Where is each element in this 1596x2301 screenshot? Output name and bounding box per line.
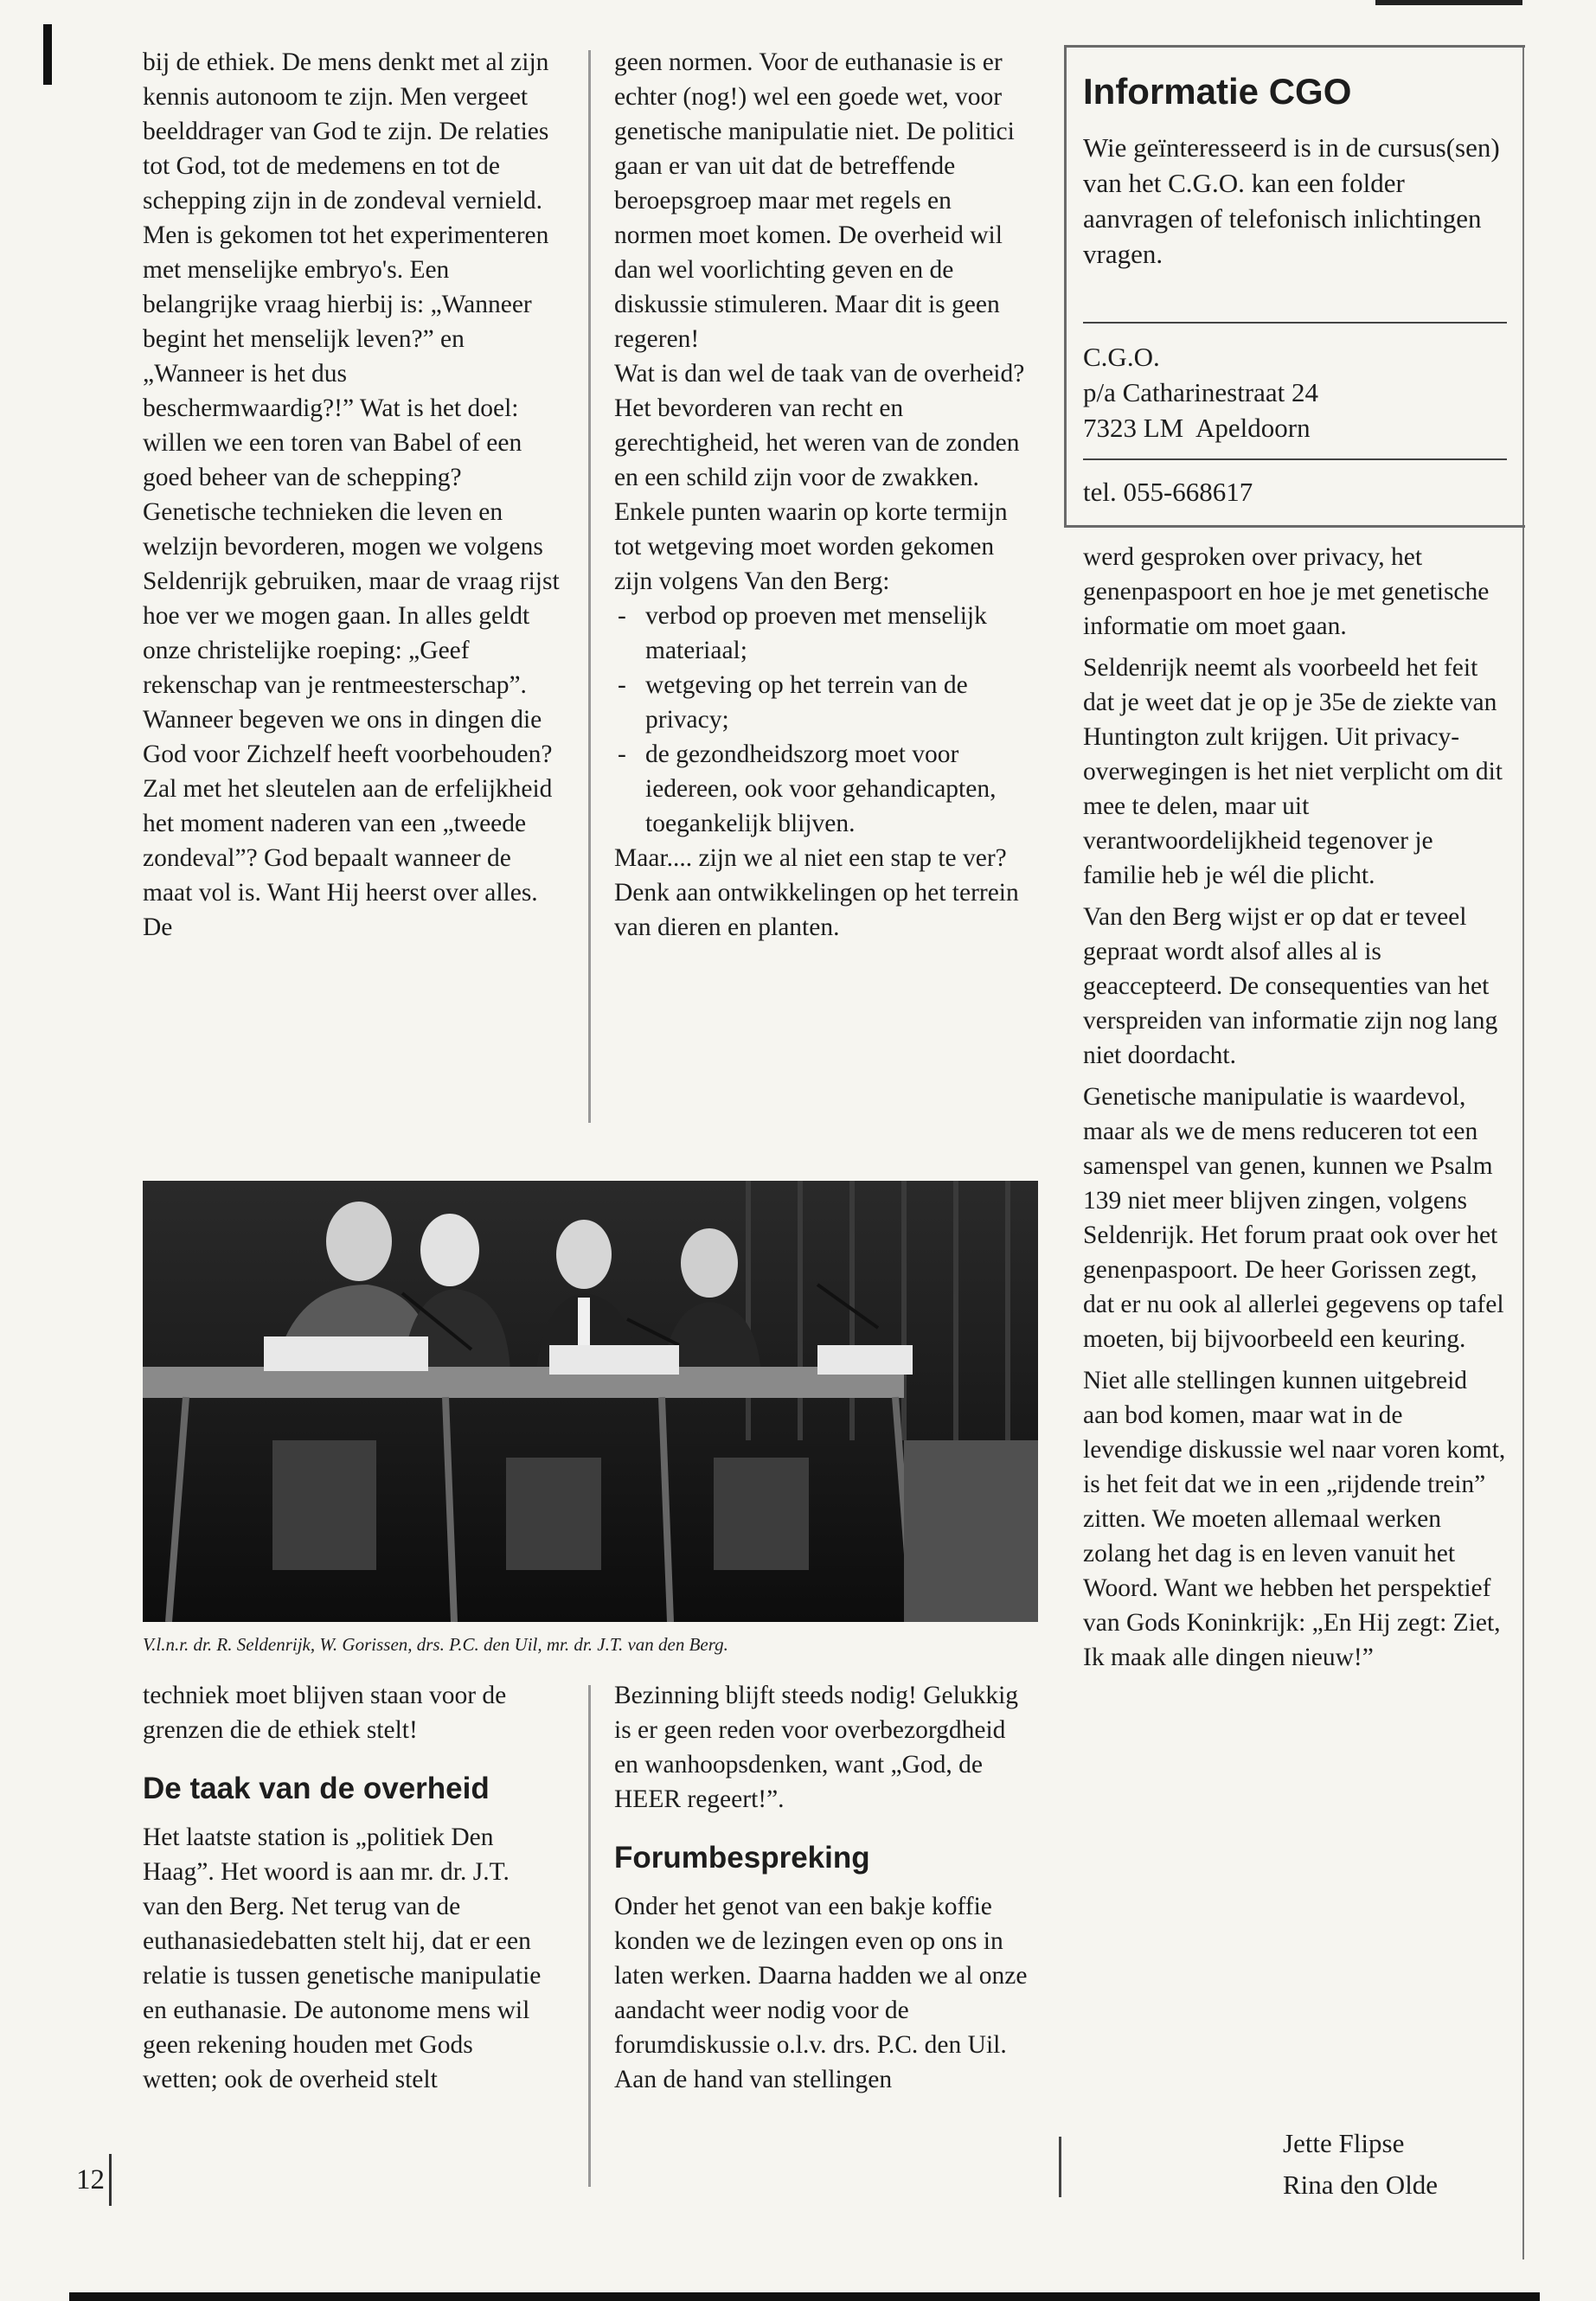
section-heading: Forumbespreking <box>614 1841 870 1875</box>
forum-photo <box>143 1181 1038 1622</box>
author-name: Rina den Olde <box>1283 2170 1439 2200</box>
body-paragraph: Het laatste station is „politiek Den Haag”. Het woord is aan mr. dr. J.T. van den Berg. Net terug van de euthanasiedebatten stelt hij, dat er een relatie is tussen genetische manipulatie en euthanasie. De autonome mens wil geen rekening houden met Gods wetten; ook de overheid stelt <box>143 1823 542 2093</box>
body-paragraph: Wat is dan wel de taak van de overheid? Het bevorderen van recht en gerechtigheid, het weren van de zonden en een schild zijn voor de zwakken. Enkele punten waarin op korte termijn tot wetgeving moet worden gekomen zijn volgens Van den Berg: <box>614 360 1025 595</box>
column-divider <box>588 1685 591 2187</box>
body-paragraph: werd gesproken over privacy, het genenpaspoort en hoe je met genetische informatie om moet gaan. <box>1083 543 1490 640</box>
page-number-rule <box>109 2154 112 2206</box>
body-paragraph: Aan de hand van stellingen <box>614 2066 893 2093</box>
info-address-line: 7323 LM Apeldoorn <box>1083 413 1311 443</box>
forum-photo-illustration <box>143 1181 1038 1622</box>
table-top <box>143 1367 904 1398</box>
legislation-list <box>614 599 1029 841</box>
column-1-top <box>143 45 562 945</box>
info-address-line: p/a Catharinestraat 24 <box>1083 377 1319 407</box>
body-paragraph: Niet alle stellingen kunnen uitgebreid aan bod komen, maar wat in de levendige diskussie wel naar voren komt, is het feit dat we in een „rijdende trein” zitten. We moeten allemaal werken zolang het dag is en leven vanuit het Woord. Want we hebben het perspektief van Gods Koninkrijk: „En Hij zegt: Ziet, Ik maak alle dingen nieuw!” <box>1083 1367 1506 1671</box>
info-divider <box>1083 458 1507 460</box>
body-paragraph: Seldenrijk neemt als voorbeeld het feit dat je weet dat je op je 35e de ziekte van Huntington zult krijgen. Uit privacy-overwegingen is het niet verplicht om dit mee te delen, maar uit verantwoordelijkheid tegenover je familie heb je wél die plicht. <box>1083 654 1503 889</box>
stage-floor <box>904 1440 1038 1622</box>
body-paragraph: techniek moet blijven staan voor de grenzen die de ethiek stelt! <box>143 1682 507 1744</box>
left-edge-mark <box>43 24 52 85</box>
photo-caption: V.l.n.r. dr. R. Seldenrijk, W. Gorissen, drs. P.C. den Uil, mr. dr. J.T. van den Berg. <box>143 1634 728 1655</box>
bottom-edge-rule <box>69 2292 1540 2301</box>
body-paragraph: Bezinning blijft steeds nodig! Gelukkig is er geen reden voor overbezorgdheid en wanhoopsdenken, want „God, de HEER regeert!”. <box>614 1682 1019 1813</box>
author-signature <box>1283 2123 1438 2206</box>
column-1-bottom <box>143 1678 549 2097</box>
page-number: 12 <box>76 2164 105 2195</box>
info-address-line: C.G.O. <box>1083 342 1160 372</box>
list-item: - verbod op proeven met menselijk materiaal; <box>614 599 1029 668</box>
section-heading: De taak van de overheid <box>143 1772 490 1805</box>
body-paragraph: bij de ethiek. De mens denkt met al zijn kennis autonoom te zijn. Men vergeet beelddrager van God te zijn. De relaties tot God, tot de medemens en tot de schepping zijn in de zondeval vernield. Men is gekomen tot het experimenteren met menselijke embryo's. Een belangrijke vraag hierbij is: „Wanneer begint het menselijk leven?” en „Wanneer is het dus beschermwaardig?!” Wat is het doel: willen we een toren van Babel of een goed beheer van de schepping? Genetische technieken die leven en welzijn bevorderen, mogen we volgens Seldenrijk gebruiken, maar de vraag rijst hoe ver we mogen gaan. In alles geldt onze christelijke roeping: „Geef rekenschap van je rentmeesterschap”. Wanneer begeven we ons in dingen die God voor Zichzelf heeft voorbehouden? Zal met het sleutelen aan de erfelijkheid het moment naderen van een „tweede zondeval”? God bepaalt wanneer de maat vol is. Want Hij heerst over alles. De <box>143 48 560 941</box>
chairs <box>272 1440 809 1570</box>
body-paragraph: Van den Berg wijst er op dat er teveel gepraat wordt alsof alles al is geaccepteerd. De consequenties van het verspreiden van informatie zijn nog lang niet doordacht. <box>1083 903 1498 1069</box>
column-divider <box>588 50 591 1123</box>
author-name: Jette Flipse <box>1283 2128 1405 2158</box>
body-paragraph: Onder het genot van een bakje koffie konden we de lezingen even op ons in laten werken. Daarna hadden we al onze aandacht weer nodig voor de forumdiskussie o.l.v. drs. P.C. den Uil. <box>614 1893 1028 2059</box>
info-box <box>1064 45 1525 528</box>
list-item: - wetgeving op het terrein van de privacy; <box>614 668 1029 737</box>
column-2-top <box>614 45 1029 945</box>
column-3 <box>1083 540 1507 1682</box>
info-divider <box>1083 322 1507 324</box>
info-phone: tel. 055-668617 <box>1083 477 1253 507</box>
body-paragraph: Genetische manipulatie is waardevol, maar als we de mens reduceren tot een samenspel van genen, kunnen we Psalm 139 niet meer blijven zingen, volgens Seldenrijk. Het forum praat ook over het genenpaspoort. De heer Gorissen zegt, dat er nu ook al allerlei gegevens op tafel moeten, bij bijvoorbeeld een keuring. <box>1083 1083 1504 1353</box>
body-paragraph: geen normen. Voor de euthanasie is er echter (nog!) wel een goede wet, voor genetische manipulatie niet. De politici gaan er van uit dat de betreffende beroepsgroep maar met regels en normen moet komen. De overheid wil dan wel voorlichting geven en de diskussie stimuleren. Maar dit is geen regeren! <box>614 48 1015 353</box>
body-paragraph: Maar.... zijn we al niet een stap te ver? Denk aan ontwikkelingen op het terrein van dieren en planten. <box>614 844 1019 941</box>
list-item: - de gezondheidszorg moet voor iedereen, ook voor gehandicapten, toegankelijk blijven. <box>614 737 1029 841</box>
top-edge-rule <box>1375 0 1522 5</box>
column-divider <box>1059 2137 1061 2197</box>
info-box-title: Informatie CGO <box>1083 71 1352 112</box>
info-box-text: Wie geïnteresseerd is in de cursus(sen) van het C.G.O. kan een folder aanvragen of telefonisch inlichtingen vragen. <box>1083 132 1500 269</box>
column-2-bottom <box>614 1678 1029 2097</box>
